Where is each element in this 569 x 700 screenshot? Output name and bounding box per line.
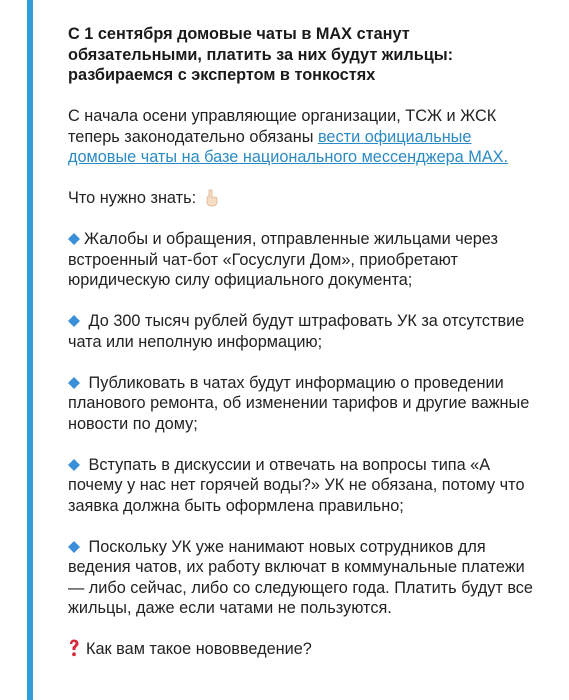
small-blue-diamond-icon [68, 459, 80, 471]
bullet-item [68, 311, 538, 352]
red-question-mark-icon [68, 639, 80, 657]
bullet-item [68, 537, 538, 619]
question-paragraph [68, 639, 538, 660]
what-to-know-paragraph [68, 188, 538, 209]
accent-bar [27, 0, 33, 700]
chats-link[interactable]: вести официальные домовые чаты на базе национального мессенджера МАХ. [68, 127, 509, 166]
post-body [68, 24, 538, 680]
small-blue-diamond-icon [68, 377, 80, 389]
bullet-text: Вступать в дискуссии и отвечать на вопросы типа «А почему у нас нет горячей воды?» УК не обязана, потому что заявка должна быть оформлена правильно; [68, 455, 525, 515]
bullet-text: До 300 тысяч рублей будут штрафовать УК за отсутствие чата или неполную информацию; [68, 312, 525, 351]
bullet-text: Публиковать в чатах будут информацию о проведении планового ремонта, об изменении тарифов и другие важные новости по дому; [68, 373, 530, 433]
bullet-item [68, 229, 538, 291]
bullet-item [68, 455, 538, 517]
intro-text: С начала осени управляющие организации, ТСЖ и ЖСК теперь законодательно обязаны [68, 107, 497, 146]
post-title: С 1 сентября домовые чаты в МАХ станут обязательными, платить за них будут жильцы: разбираемся с экспертом в тонкостях [68, 25, 454, 84]
question-text: Как вам такое нововведение? [86, 640, 312, 658]
bullet-text: Жалобы и обращения, отправленные жильцами через встроенный чат-бот «Госуслуги Дом», приобретают юридическую силу официального документа; [68, 230, 498, 289]
bullet-item [68, 373, 538, 435]
what-to-know-text: Что нужно знать: [68, 189, 197, 207]
small-blue-diamond-icon [68, 233, 80, 245]
intro-paragraph [68, 106, 538, 168]
bullet-text: Поскольку УК уже нанимают новых сотрудников для ведения чатов, их работу включат в коммунальные платежи — либо сейчас, либо со следующего года. Платить будут все жильцы, даже если чатами не пользуются. [68, 537, 533, 617]
pointing-down-hand-icon [203, 189, 219, 207]
small-blue-diamond-icon [68, 315, 80, 327]
small-blue-diamond-icon [68, 541, 80, 553]
